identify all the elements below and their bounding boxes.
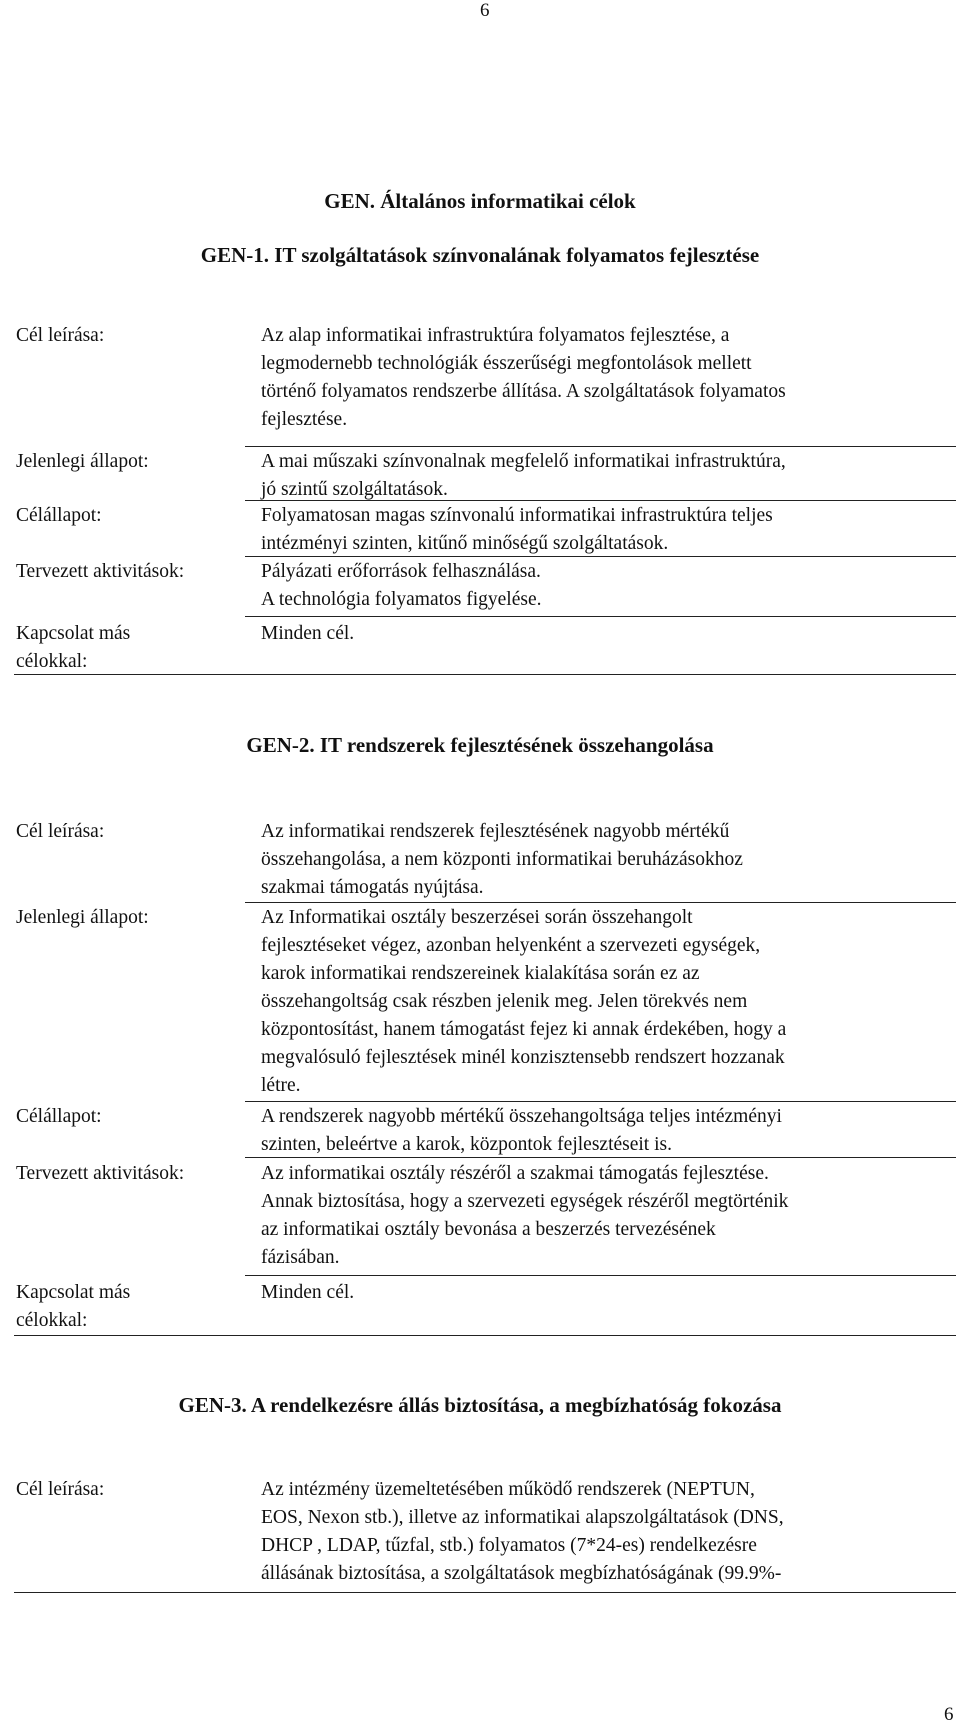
row-value-line: összehangolása, a nem központi informatikai beruházásokhoz (261, 849, 743, 870)
row-divider (245, 1275, 956, 1276)
row-value-line: legmodernebb technológiák ésszerűségi megfontolások mellett (261, 353, 752, 374)
row-value-line: jó szintű szolgáltatások. (261, 479, 448, 500)
section-title-gen3: GEN-3. A rendelkezésre állás biztosítása, a megbízhatóság fokozása (178, 1393, 782, 1417)
row-value-line: Az intézmény üzemeltetésében működő rendszerek (NEPTUN, (261, 1479, 755, 1500)
row-label: Célállapot: (16, 1106, 102, 1127)
row-divider (245, 556, 956, 557)
row-value-line: fejlesztése. (261, 409, 348, 430)
row-value-line: szinten, beleértve a karok, központok fejlesztéseit is. (261, 1134, 672, 1155)
row-value-line: Folyamatosan magas színvonalú informatikai infrastruktúra teljes (261, 505, 773, 526)
row-value-line: intézményi szinten, kitűnő minőségű szolgáltatások. (261, 533, 669, 554)
row-value-line: DHCP , LDAP, tűzfal, stb.) folyamatos (7*24-es) rendelkezésre (261, 1535, 757, 1556)
row-value (261, 558, 941, 614)
row-value (261, 1160, 941, 1272)
row-label: Célállapot: (16, 505, 102, 526)
section-title-gen2: GEN-2. IT rendszerek fejlesztésének összehangolása (246, 733, 714, 757)
row-value (261, 1103, 941, 1159)
row-label: Tervezett aktivitások: (16, 561, 185, 582)
row-value-line: Az alap informatikai infrastruktúra folyamatos fejlesztése, a (261, 325, 730, 346)
row-value-line: állásának biztosítása, a szolgáltatások megbízhatóságának (99.9%- (261, 1563, 782, 1584)
row-value-line: Annak biztosítása, hogy a szervezeti egységek részéről megtörténik (261, 1191, 789, 1212)
row-divider (245, 500, 956, 501)
row-value (261, 322, 941, 434)
row-value-line: létre. (261, 1075, 301, 1096)
row-value-line: A mai műszaki színvonalnak megfelelő informatikai infrastruktúra, (261, 451, 786, 472)
row-divider (245, 616, 956, 617)
row-value-line: összehangoltság csak részben jelenik meg. Jelen törekvés nem (261, 991, 748, 1012)
row-label: Tervezett aktivitások: (16, 1163, 185, 1184)
section-end-divider (14, 1335, 956, 1336)
row-value-line: Az informatikai osztály részéről a szakmai támogatás fejlesztése. (261, 1163, 769, 1184)
row-label: Jelenlegi állapot: (16, 907, 149, 928)
row-value-line: A technológia folyamatos figyelése. (261, 589, 542, 610)
row-label: Cél leírása: (16, 325, 105, 346)
row-value-line: EOS, Nexon stb.), illetve az informatikai alapszolgáltatások (DNS, (261, 1507, 784, 1528)
row-value-line: Az informatikai rendszerek fejlesztésének nagyobb mértékű (261, 821, 730, 842)
row-value-line: karok informatikai rendszereinek kialakítása során ez az (261, 963, 700, 984)
main-title: GEN. Általános informatikai célok (324, 189, 636, 213)
row-divider (245, 902, 956, 903)
row-value-line: az informatikai osztály bevonása a beszerzés tervezésének (261, 1219, 716, 1240)
row-value (261, 818, 941, 902)
row-label: Kapcsolat más célokkal: (16, 1282, 131, 1331)
row-divider (245, 1101, 956, 1102)
row-divider (245, 1157, 956, 1158)
row-value (261, 620, 941, 648)
row-value (261, 904, 941, 1100)
row-value-line: központosítást, hanem támogatást fejez ki annak érdekében, hogy a (261, 1019, 787, 1040)
row-label: Jelenlegi állapot: (16, 451, 149, 472)
row-label: Cél leírása: (16, 821, 105, 842)
row-value (261, 1279, 941, 1307)
row-value-line: Minden cél. (261, 623, 355, 644)
row-value (261, 1476, 941, 1588)
row-value-line: fázisában. (261, 1247, 340, 1268)
section-title-gen1: GEN-1. IT szolgáltatások színvonalának folyamatos fejlesztése (200, 243, 760, 267)
row-value (261, 502, 941, 558)
page-number-bottom: 6 (944, 1704, 954, 1725)
section-end-divider (14, 1592, 956, 1593)
row-value-line: Minden cél. (261, 1282, 355, 1303)
row-value-line: történő folyamatos rendszerbe állítása. A szolgáltatások folyamatos (261, 381, 786, 402)
row-value-line: megvalósuló fejlesztések minél konzisztensebb rendszert hozzanak (261, 1047, 785, 1068)
row-value (261, 448, 941, 504)
row-value-line: A rendszerek nagyobb mértékű összehangoltsága teljes intézményi (261, 1106, 782, 1127)
row-value-line: Pályázati erőforrások felhasználása. (261, 561, 541, 582)
row-label: Cél leírása: (16, 1479, 105, 1500)
row-value-line: szakmai támogatás nyújtása. (261, 877, 484, 898)
row-value-line: Az Informatikai osztály beszerzései során összehangolt (261, 907, 693, 928)
row-label: Kapcsolat más célokkal: (16, 623, 131, 672)
section-end-divider (14, 674, 956, 675)
row-value-line: fejlesztéseket végez, azonban helyenként a szervezeti egységek, (261, 935, 761, 956)
page-number-top: 6 (480, 0, 490, 21)
row-divider (245, 446, 956, 447)
